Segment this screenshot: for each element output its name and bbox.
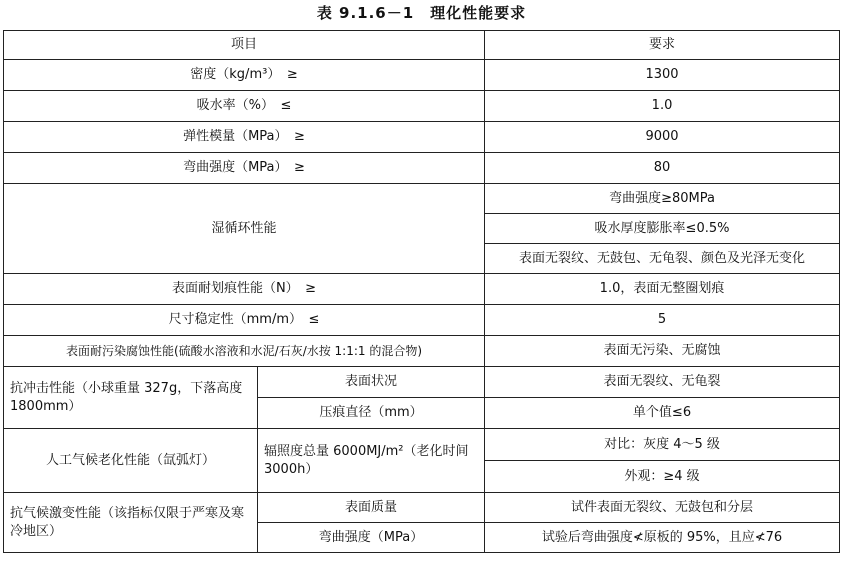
table-row	[4, 493, 840, 523]
table-row	[4, 367, 840, 398]
table-row	[4, 91, 840, 122]
row-value-dimensional: 5	[485, 305, 840, 336]
row-value-impact-1: 表面无裂纹、无龟裂	[485, 367, 840, 398]
row-label-water-absorption: 吸水率（%） ≤	[4, 91, 485, 122]
table-row	[4, 305, 840, 336]
row-sublabel-thermal-shock-2: 弯曲强度（MPa）	[258, 523, 485, 553]
row-value-bending-strength: 80	[485, 153, 840, 184]
table-header-row	[4, 31, 840, 60]
row-value-stain: 表面无污染、无腐蚀	[485, 336, 840, 367]
table-row	[4, 336, 840, 367]
row-value-impact-2: 单个值≤6	[485, 398, 840, 429]
table-row	[4, 122, 840, 153]
header-requirement: 要求	[485, 31, 840, 60]
table-row	[4, 274, 840, 305]
table-row	[4, 184, 840, 214]
row-value-weathering-2: 外观：≥4 级	[485, 461, 840, 493]
row-label-density: 密度（kg/m³） ≥	[4, 60, 485, 91]
header-item: 项目	[4, 31, 485, 60]
row-label-stain: 表面耐污染腐蚀性能(硫酸水溶液和水泥/石灰/水按 1:1:1 的混合物)	[4, 336, 485, 367]
row-label-weathering: 人工气候老化性能（氙弧灯）	[4, 429, 258, 493]
row-value-scratch: 1.0，表面无整圈划痕	[485, 274, 840, 305]
row-value-weathering-1: 对比：灰度 4～5 级	[485, 429, 840, 461]
properties-table	[3, 30, 840, 553]
row-sublabel-weathering: 辐照度总量 6000MJ/m²（老化时间 3000h）	[258, 429, 485, 493]
table-row	[4, 153, 840, 184]
table-row	[4, 429, 840, 461]
row-label-scratch: 表面耐划痕性能（N） ≥	[4, 274, 485, 305]
row-value-wet-cycle-2: 吸水厚度膨胀率≤0.5%	[485, 214, 840, 244]
row-label-wet-cycle: 湿循环性能	[4, 184, 485, 274]
row-value-thermal-shock-1: 试件表面无裂纹、无鼓包和分层	[485, 493, 840, 523]
row-label-impact: 抗冲击性能（小球重量 327g，下落高度 1800mm）	[4, 367, 258, 429]
row-label-elastic-modulus: 弹性模量（MPa） ≥	[4, 122, 485, 153]
row-value-density: 1300	[485, 60, 840, 91]
row-value-elastic-modulus: 9000	[485, 122, 840, 153]
row-value-wet-cycle-1: 弯曲强度≥80MPa	[485, 184, 840, 214]
table-title: 表 9.1.6－1 理化性能要求	[316, 4, 527, 22]
row-label-dimensional: 尺寸稳定性（mm/m） ≤	[4, 305, 485, 336]
row-label-bending-strength: 弯曲强度（MPa） ≥	[4, 153, 485, 184]
row-value-water-absorption: 1.0	[485, 91, 840, 122]
row-sublabel-impact-2: 压痕直径（mm）	[258, 398, 485, 429]
table-row	[4, 60, 840, 91]
row-value-thermal-shock-2: 试验后弯曲强度≮原板的 95%，且应≮76	[485, 523, 840, 553]
row-value-wet-cycle-3: 表面无裂纹、无鼓包、无龟裂、颜色及光泽无变化	[485, 244, 840, 274]
row-sublabel-impact-1: 表面状况	[258, 367, 485, 398]
row-sublabel-thermal-shock-1: 表面质量	[258, 493, 485, 523]
row-label-thermal-shock: 抗气候激变性能（该指标仅限于严寒及寒冷地区）	[4, 493, 258, 553]
